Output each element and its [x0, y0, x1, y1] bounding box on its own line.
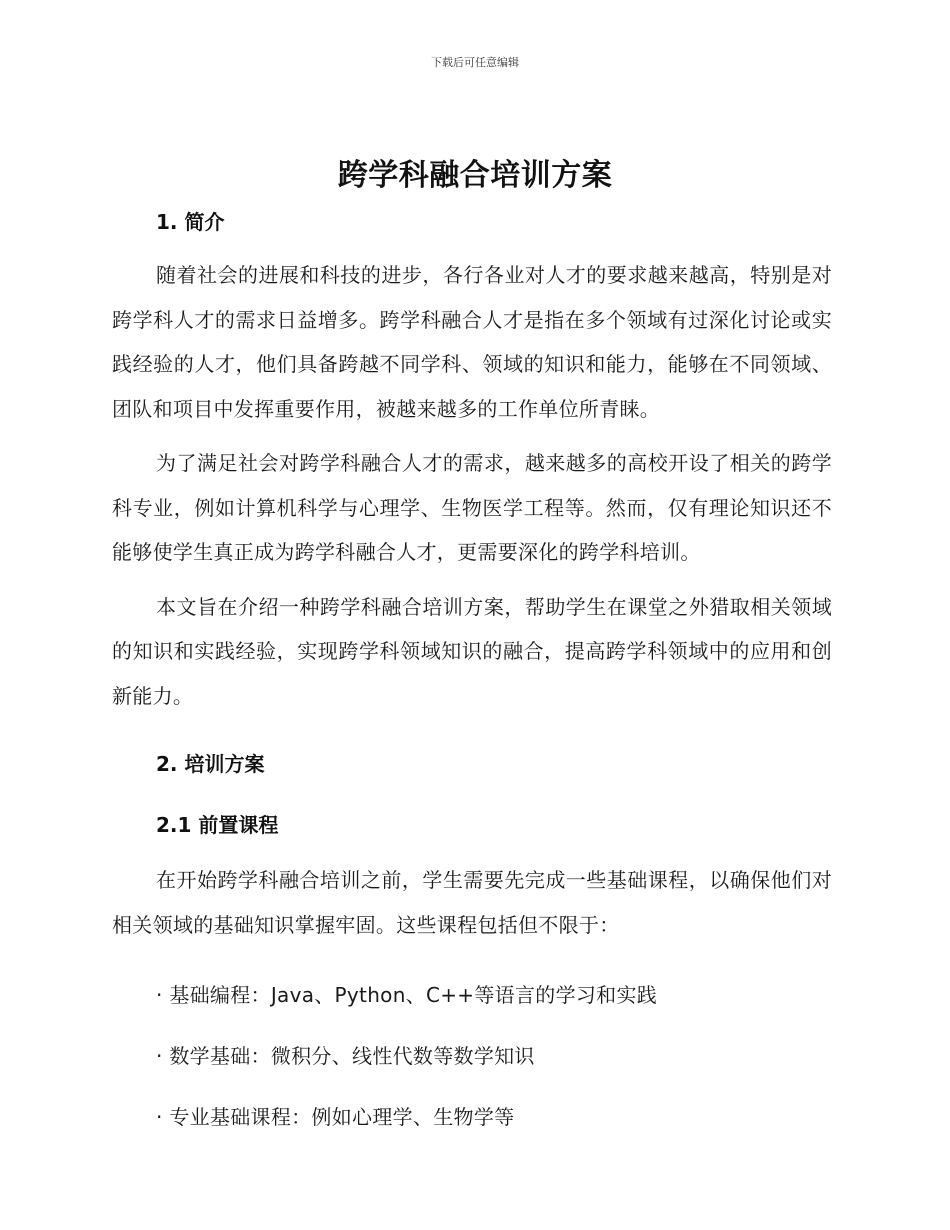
section-heading-intro: 1. 简介 — [156, 210, 225, 234]
document-body — [112, 206, 832, 1130]
intro-paragraph-1: 随着社会的进展和科技的进步，各行各业对人才的要求越来越高，特别是对跨学科人才的需求日益增多。跨学科融合人才是指在多个领域有过深化讨论或实践经验的人才，他们具备跨越不同学科、领域的知识和能力，能够在不同领域、团队和项目中发挥重要作用，被越来越多的工作单位所青睐。 — [112, 263, 832, 421]
intro-paragraph-2: 为了满足社会对跨学科融合人才的需求，越来越多的高校开设了相关的跨学科专业，例如计算机科学与心理学、生物医学工程等。然而，仅有理论知识还不能够使学生真正成为跨学科融合人才，更需要深化的跨学科培训。 — [112, 451, 832, 564]
document-title: 跨学科融合培训方案 — [337, 158, 613, 193]
list-item: · 专业基础课程：例如心理学、生物学等 — [156, 1105, 515, 1129]
list-item: · 基础编程：Java、Python、C++等语言的学习和实践 — [156, 983, 658, 1007]
intro-paragraph-3: 本文旨在介绍一种跨学科融合培训方案，帮助学生在课堂之外猎取相关领域的知识和实践经验，实现跨学科领域知识的融合，提高跨学科领域中的应用和创新能力。 — [112, 594, 832, 708]
page-header-note: 下载后可任意编辑 — [431, 56, 519, 69]
prereq-paragraph: 在开始跨学科融合培训之前，学生需要先完成一些基础课程，以确保他们对相关领域的基础知识掌握牢固。这些课程包括但不限于： — [112, 868, 832, 937]
subsection-heading-prereq: 2.1 前置课程 — [156, 813, 279, 837]
list-item: · 数学基础：微积分、线性代数等数学知识 — [156, 1044, 535, 1068]
section-heading-plan: 2. 培训方案 — [156, 752, 265, 776]
